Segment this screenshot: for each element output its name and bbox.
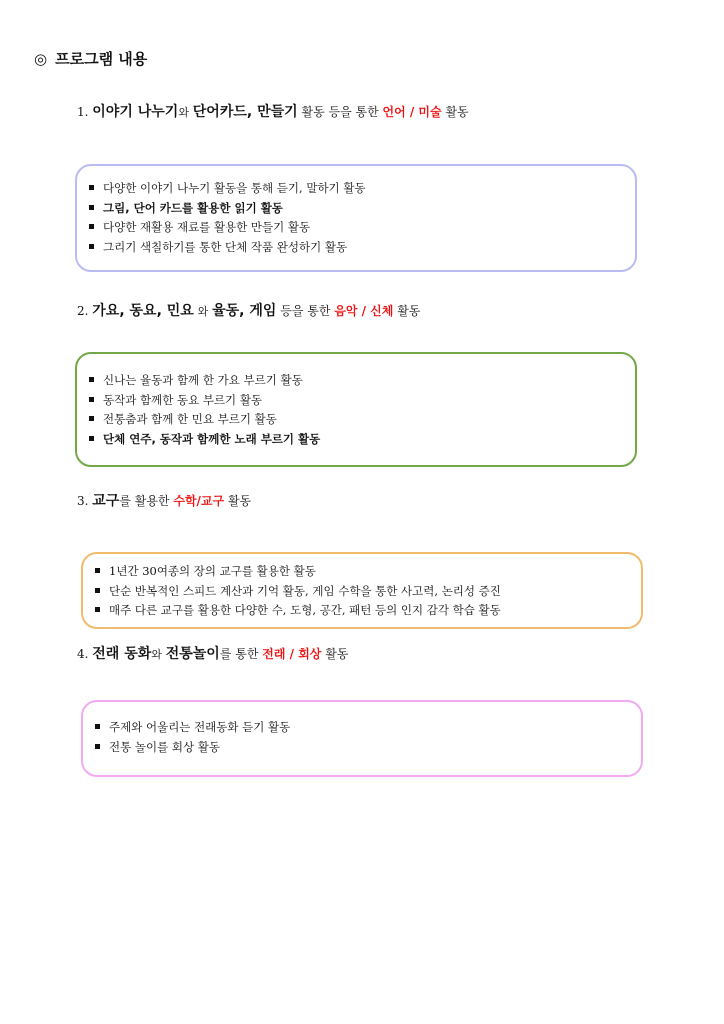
list-item: 1년간 30여종의 장의 교구를 활용한 활동: [95, 562, 501, 582]
heading-mid-text: 를 통한: [219, 647, 259, 661]
double-circle-icon: ◎: [34, 50, 48, 68]
section-4-heading: [77, 643, 348, 663]
section-number: 1.: [77, 105, 89, 119]
bullet-square-icon: [95, 744, 100, 749]
bullet-square-icon: [89, 397, 94, 402]
list-item: 전통춤과 함께 한 민요 부르기 활동: [89, 410, 320, 430]
list-item: 동작과 함께한 동요 부르기 활동: [89, 391, 320, 411]
heading-keyword: 전통놀이: [165, 646, 220, 662]
bullet-square-icon: [89, 205, 94, 210]
section-1-heading: [77, 101, 469, 121]
bullet-square-icon: [89, 185, 94, 190]
heading-keyword: 이야기 나누기: [92, 104, 179, 120]
bullet-square-icon: [89, 224, 94, 229]
activity-list: [89, 179, 366, 257]
heading-connector: 와: [197, 305, 209, 318]
heading-connector: 와: [178, 106, 189, 119]
program-content-title: [34, 48, 147, 69]
list-item: 다양한 이야기 나누기 활동을 통해 듣기, 말하기 활동: [89, 179, 366, 199]
section-number: 3.: [77, 494, 89, 508]
list-item: 다양한 재활용 재료를 활용한 만들기 활동: [89, 218, 366, 238]
heading-connector: 와: [151, 648, 162, 661]
heading-keyword: 율동, 게임: [212, 303, 277, 319]
list-item: 신나는 율동과 함께 한 가요 부르기 활동: [89, 371, 320, 391]
heading-mid-text: 등을 통한: [280, 304, 331, 318]
bullet-square-icon: [89, 377, 94, 382]
section-number: 2.: [77, 304, 89, 318]
heading-highlight: 전래 / 회상: [262, 647, 322, 661]
bullet-square-icon: [95, 568, 100, 573]
list-item: 그림, 단어 카드를 활용한 읽기 활동: [89, 199, 366, 219]
list-item: 단체 연주, 동작과 함께한 노래 부르기 활동: [89, 430, 320, 450]
heading-tail: 활동: [397, 304, 421, 318]
heading-mid-text: 활동 등을 통한: [301, 105, 379, 119]
title-text: 프로그램 내용: [55, 50, 148, 68]
heading-keyword: 가요, 동요, 민요: [92, 303, 194, 319]
list-item: 단순 반복적인 스피드 계산과 기억 활동, 게임 수학을 통한 사고력, 논리성 증진: [95, 582, 501, 602]
heading-tail: 활동: [227, 494, 252, 508]
section-1-box: [75, 164, 637, 272]
bullet-square-icon: [95, 607, 100, 612]
section-2-heading: [77, 300, 420, 320]
section-4-box: [81, 700, 643, 777]
heading-keyword: 단어카드, 만들기: [192, 104, 298, 120]
bullet-square-icon: [89, 436, 94, 441]
bullet-square-icon: [89, 416, 94, 421]
list-item: 주제와 어울리는 전래동화 듣기 활동: [95, 718, 290, 738]
heading-highlight: 음악 / 신체: [334, 304, 394, 318]
heading-mid-text: 를 활용한: [119, 494, 170, 508]
heading-tail: 활동: [445, 105, 469, 119]
list-item: 매주 다른 교구를 활용한 다양한 수, 도형, 공간, 패턴 등의 인지 감각 학습 활동: [95, 601, 501, 621]
heading-highlight: 언어 / 미술: [382, 105, 442, 119]
list-item: 그리기 색칠하기를 통한 단체 작품 완성하기 활동: [89, 238, 366, 258]
activity-list: [95, 718, 290, 757]
list-item: 전통 놀이를 회상 활동: [95, 738, 290, 758]
activity-list: [89, 371, 320, 449]
activity-list: [95, 562, 501, 621]
bullet-square-icon: [95, 724, 100, 729]
heading-highlight: 수학/교구: [173, 494, 225, 508]
section-3-heading: [77, 490, 251, 510]
section-number: 4.: [77, 647, 89, 661]
bullet-square-icon: [95, 588, 100, 593]
heading-keyword: 교구: [92, 493, 120, 509]
heading-keyword: 전래 동화: [92, 646, 152, 662]
bullet-square-icon: [89, 244, 94, 249]
heading-tail: 활동: [325, 647, 349, 661]
section-3-box: [81, 552, 643, 629]
section-2-box: [75, 352, 637, 467]
